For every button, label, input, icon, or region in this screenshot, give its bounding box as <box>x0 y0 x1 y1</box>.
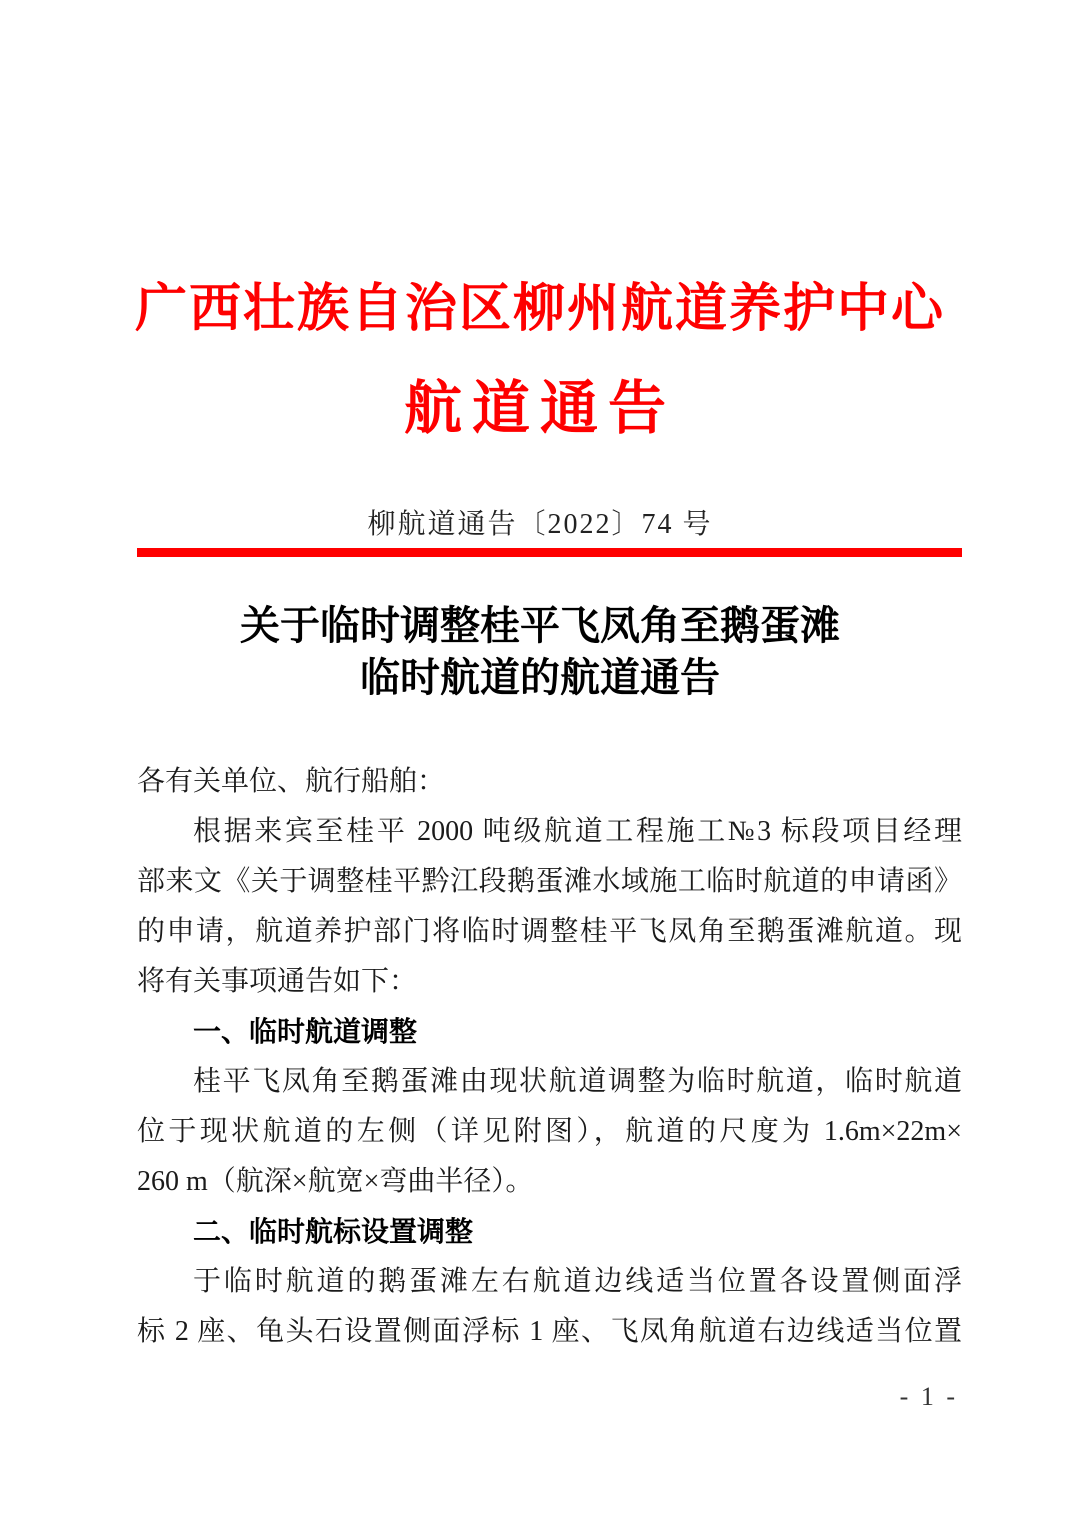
salutation-line: 各有关单位、航行船舶： <box>137 766 446 797</box>
notice-body <box>137 757 962 1357</box>
body-line: 部来文《关于调整桂平黔江段鹅蛋滩水域施工临时航道的申请函》 <box>137 866 962 897</box>
section-heading-2: 二、临时航标设置调整 <box>193 1216 474 1247</box>
page-number: - 1 - <box>899 1382 958 1411</box>
body-line: 根据来宾至桂平 2000 吨级航道工程施工№3 标段项目经理 <box>193 816 962 847</box>
red-divider-rule <box>137 548 962 557</box>
body-line: 标 2 座、龟头石设置侧面浮标 1 座、飞凤角航道右边线适当位置 <box>137 1316 962 1347</box>
body-line: 260 m（航深×航宽×弯曲半径）。 <box>137 1166 534 1197</box>
notice-title-line1: 关于临时调整桂平飞凤角至鹅蛋滩 <box>240 603 840 648</box>
notice-title-line2: 临时航道的航道通告 <box>360 655 720 700</box>
body-line: 的申请，航道养护部门将临时调整桂平飞凤角至鹅蛋滩航道。现 <box>137 916 962 947</box>
org-title-line1: 广西壮族自治区柳州航道养护中心 <box>134 281 945 338</box>
section-heading-1: 一、临时航道调整 <box>193 1016 418 1047</box>
body-line: 将有关事项通告如下： <box>137 966 418 997</box>
org-title-line2: 航道通告 <box>403 376 676 441</box>
notice-title <box>0 600 1080 704</box>
body-line: 于临时航道的鹅蛋滩左右航道边线适当位置各设置侧面浮 <box>193 1266 962 1297</box>
org-title <box>0 272 1080 446</box>
body-line: 桂平飞凤角至鹅蛋滩由现状航道调整为临时航道，临时航道 <box>193 1066 962 1097</box>
document-number: 柳航道通告〔2022〕74 号 <box>367 509 713 540</box>
body-line: 位于现状航道的左侧（详见附图），航道的尺度为 1.6m×22m× <box>137 1116 962 1147</box>
